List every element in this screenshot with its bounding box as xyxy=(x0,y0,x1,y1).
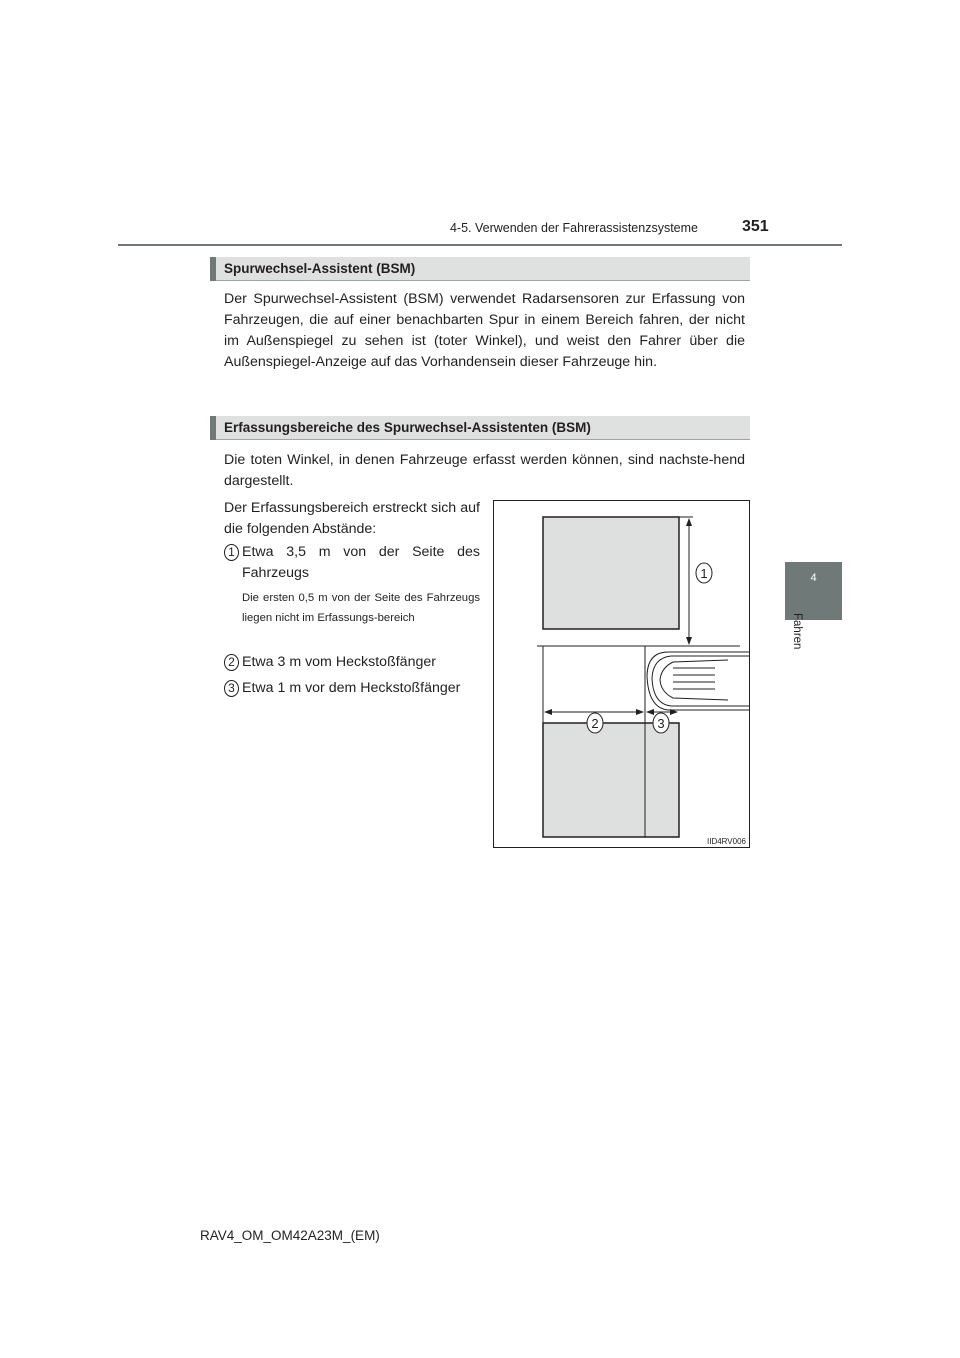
label-3-text: 3 xyxy=(657,716,665,731)
list-item xyxy=(224,678,461,699)
item-text: Etwa 3 m vom Heckstoßfänger xyxy=(242,654,436,670)
detection-intro: Die toten Winkel, in denen Fahrzeuge erfasst werden können, sind nachste-hend dargestellt. xyxy=(224,452,745,489)
note-text: Die ersten 0,5 m von der Seite des Fahrzeugs liegen nicht im Erfassungs-bereich xyxy=(242,592,480,624)
page-number: 351 xyxy=(742,218,769,235)
list-item xyxy=(224,652,436,673)
document-code: RAV4_OM_OM42A23M_(EM) xyxy=(200,1228,380,1243)
section-title: Spurwechsel-Assistent (BSM) xyxy=(224,261,416,276)
chapter-tab xyxy=(785,562,842,620)
item-number: 1 xyxy=(224,544,239,561)
label-2-text: 2 xyxy=(591,716,599,731)
detection-area-side xyxy=(543,517,679,629)
section-heading-bsm xyxy=(210,257,750,281)
section-header: 4-5. Verwenden der Fahrerassistenzsysteme xyxy=(449,221,698,235)
range-intro: Der Erfassungsbereich erstreckt sich auf die folgenden Abstände: xyxy=(224,500,480,537)
detection-area-diagram xyxy=(493,500,750,848)
item-number: 2 xyxy=(224,654,239,671)
item-number: 3 xyxy=(224,680,239,697)
header-divider xyxy=(118,244,842,246)
bsm-description: Der Spurwechsel-Assistent (BSM) verwendet Radarsensoren zur Erfassung von Fahrzeugen, die auf einer benachbarten Spur in einem Bereich fahren, der nicht im Außenspiegel zu sehen ist (toter Winkel), und weist den Fahrer über die Außenspiegel-Anzeige auf das Vorhandensein dieser Fahrzeuge hin. xyxy=(224,291,745,370)
chapter-label: Fahren xyxy=(791,613,803,650)
item-text: Etwa 3,5 m von der Seite des Fahrzeugs xyxy=(242,544,480,581)
item-text: Etwa 1 m vor dem Heckstoßfänger xyxy=(242,680,461,696)
section-title: Erfassungsbereiche des Spurwechsel-Assistenten (BSM) xyxy=(224,420,591,435)
label-1-text: 1 xyxy=(700,566,708,581)
chapter-number: 4 xyxy=(810,572,817,584)
image-code: IID4RV006 xyxy=(707,837,746,846)
detection-area-rear xyxy=(543,723,679,837)
list-item xyxy=(224,542,480,581)
section-heading-detection-areas xyxy=(210,416,750,440)
